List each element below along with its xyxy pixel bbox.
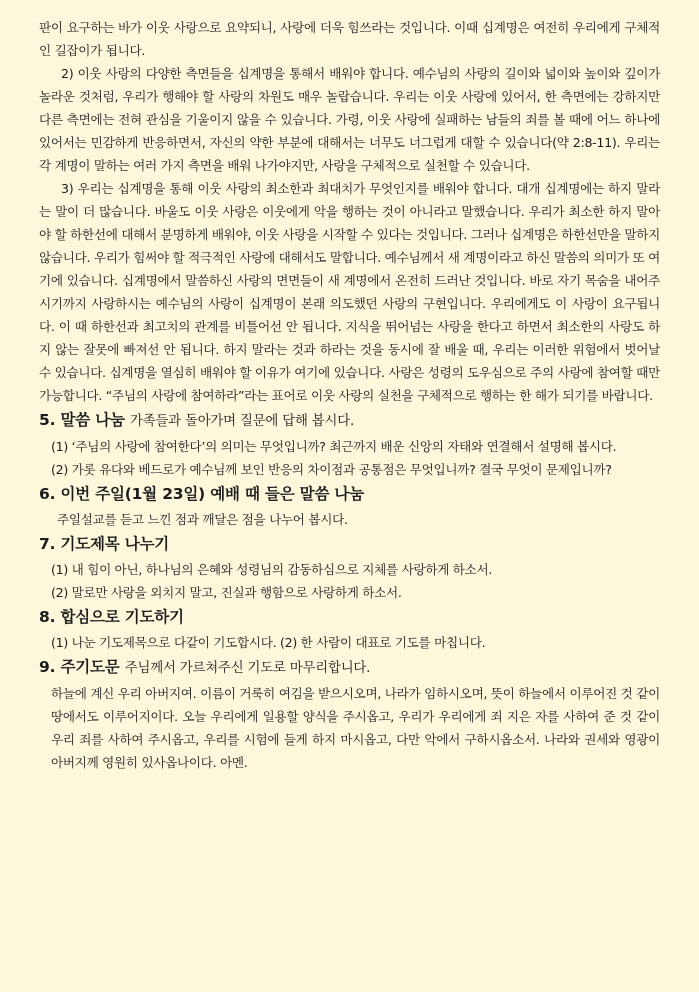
question-2: (2) 가롯 유다와 베드로가 예수님께 보인 반응의 차이점과 공통점은 무엇입니까? 결국 무엇이 문제입니까? — [51, 462, 612, 477]
section-lords-prayer — [39, 654, 660, 774]
section-5-subheading: 가족들과 돌아가며 질문에 답해 봅시다. — [129, 414, 355, 429]
section-joint-prayer — [39, 604, 660, 654]
lords-prayer-text: 하늘에 계신 우리 아버지여. 이름이 거룩히 여김을 받으시오며, 나라가 임하시오며, 뜻이 하늘에서 이루어진 것 같이 땅에서도 이루어지이다. 오늘 우리에게 일용할 양식을 주시옵고, 우리가 우리에게 죄 지은 자를 사하여 준 것 같이 우리 죄를 사하여 주시옵고, 우리를 시험에 들게 하지 마시옵고, 다만 악에서 구하시옵소서. 나라와 권세와 영광이 아버지께 영원히 있사옵나이다. 아멘. — [51, 686, 660, 770]
paragraph-point-2: 2) 이웃 사랑의 다양한 측면들을 십계명을 통해서 배워야 합니다. 예수님의 사랑의 길이와 넓이와 높이와 깊이가 놀라운 것처럼, 우리가 행해야 할 사랑의 차원도 매우 놀랍습니다. 우리는 이웃 사랑에 있어서, 한 측면에는 강하지만 다른 측면에는 전혀 관심을 기울이지 않을 수 있습니다. 가령, 이웃 사랑에 실패하는 남들의 죄를 볼 때에 어느 하나에 있어서는 민감하게 반응하면서, 자신의 약한 부분에 대해서는 너무도 너그럽게 대할 수 있습니다(약 2:8-11). 우리는 각 계명이 말하는 여러 가지 측면을 배워 나가야지만, 사랑을 구체적으로 실천할 수 있습니다. — [39, 66, 660, 173]
section-7-heading: 7. 기도제목 나누기 — [39, 535, 170, 553]
prayer-topic-2: (2) 말로만 사랑을 외치지 말고, 진실과 행함으로 사랑하게 하소서. — [51, 585, 402, 600]
section-8-text: (1) 나눈 기도제목으로 다같이 기도합시다. (2) 한 사람이 대표로 기도를 마칩니다. — [51, 635, 486, 650]
paragraph-intro: 판이 요구하는 바가 이웃 사랑으로 요약되니, 사랑에 더욱 힘쓰라는 것입니다. 이때 십계명은 여전히 우리에게 구체적인 길잡이가 됩니다. — [39, 20, 660, 58]
section-9-heading: 9. 주기도문 — [39, 658, 120, 676]
paragraph-point-3: 3) 우리는 십계명을 통해 이웃 사랑의 최소한과 최대치가 무엇인지를 배워야 합니다. 대개 십계명에는 하지 말라는 말이 더 많습니다. 바울도 이웃 사랑은 이웃에게 악을 행하는 것이 아니라고 말했습니다. 우리가 최소한 하지 말아야 할 하한선에 대해서 분명하게 배워야, 이웃 사랑을 시작할 수 있다는 것입니다. 그러나 십계명은 하한선만을 말하지 않습니다. 우리가 힘써야 할 적극적인 사랑에 대해서도 말합니다. 예수님께서 새 계명이라고 하신 말씀의 의미가 또 여기에 있습니다. 십계명에서 말씀하신 사랑의 면면들이 새 계명에서 온전히 드러난 것입니다. 바로 자기 목숨을 내어주시기까지 사랑하시는 예수님의 사랑이 십계명이 본래 의도했던 사랑의 구현입니다. 우리에게도 이 사랑이 요구됩니다. 이 때 하한선과 최고치의 관계를 비틀어선 안 됩니다. 지식을 뛰어넘는 사랑을 한다고 하면서 최소한의 사랑도 하지 않는 잘못에 빠져선 안 됩니다. 하지 말라는 것과 하라는 것을 동시에 잘 배울 때, 우리는 이러한 위험에서 벗어날 수 있습니다. 십계명을 열심히 배워야 할 이유가 여기에 있습니다. 사랑은 성령의 도우심으로 주의 사랑에 참여할 때만 가능합니다. “주님의 사랑에 참여하라”라는 표어로 이웃 사랑의 실천을 구체적으로 행하는 한 해가 되기를 바랍니다. — [39, 181, 660, 403]
section-8-heading: 8. 합심으로 기도하기 — [39, 608, 184, 626]
section-word-sharing — [39, 407, 660, 481]
question-1: (1) ‘주님의 사랑에 참여한다’의 의미는 무엇입니까? 최근까지 배운 신앙의 자태와 연결해서 설명해 봅시다. — [51, 439, 617, 454]
section-9-subheading: 주님께서 가르쳐주신 기도로 마무리합니다. — [124, 661, 371, 676]
section-6-text: 주일설교를 듣고 느낀 점과 깨달은 점을 나누어 봅시다. — [57, 512, 348, 527]
section-sermon-sharing — [39, 481, 660, 531]
section-prayer-topics — [39, 531, 660, 604]
section-5-heading: 5. 말씀 나눔 — [39, 411, 125, 429]
prayer-topic-1: (1) 내 힘이 아닌, 하나님의 은혜와 성령님의 감동하심으로 지체를 사랑하게 하소서. — [51, 562, 493, 577]
section-6-heading: 6. 이번 주일(1월 23일) 예배 때 들은 말씀 나눔 — [39, 485, 364, 503]
